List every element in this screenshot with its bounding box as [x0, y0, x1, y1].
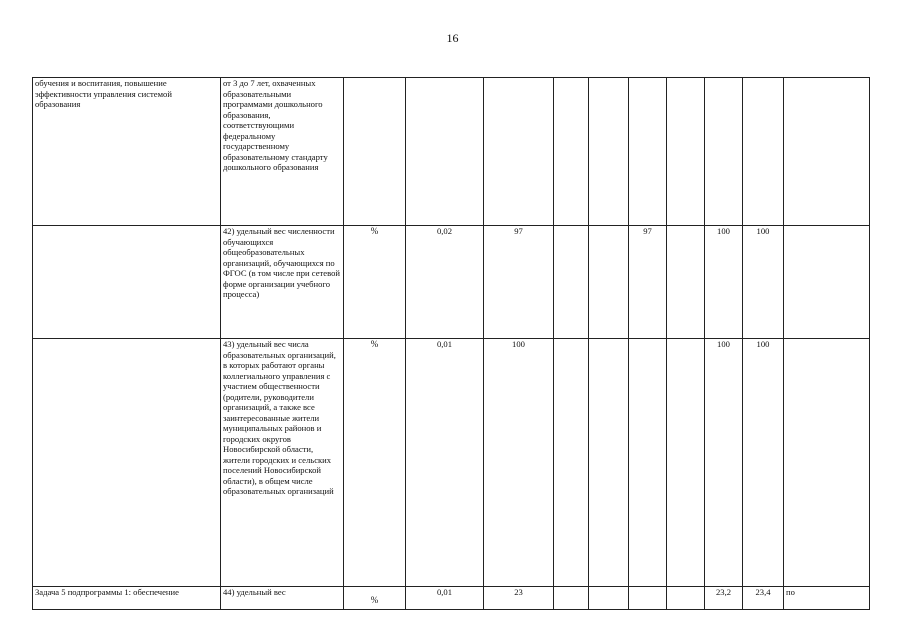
value-cell — [705, 78, 743, 226]
value-cell: 97 — [629, 226, 667, 339]
table-row — [33, 226, 870, 339]
unit-cell: % — [344, 587, 406, 610]
weight-cell — [406, 78, 484, 226]
page-number: 16 — [446, 31, 459, 45]
value-cell — [629, 339, 667, 587]
value-cell — [629, 78, 667, 226]
note-cell — [784, 226, 870, 339]
note-cell — [784, 339, 870, 587]
value-cell — [667, 587, 705, 610]
unit-cell: % — [344, 339, 406, 587]
value-cell — [667, 226, 705, 339]
value-cell: 100 — [484, 339, 554, 587]
value-cell — [554, 587, 589, 610]
weight-cell: 0,02 — [406, 226, 484, 339]
value-cell — [743, 78, 784, 226]
value-cell — [554, 78, 589, 226]
goal-cell: обучения и воспитания, повышение эффективности управления системой образования — [33, 78, 221, 226]
value-cell — [589, 339, 629, 587]
value-cell: 100 — [705, 339, 743, 587]
unit-cell — [344, 78, 406, 226]
value-cell — [589, 78, 629, 226]
goal-cell — [33, 226, 221, 339]
value-cell: 100 — [705, 226, 743, 339]
value-cell — [554, 226, 589, 339]
value-cell: 23,2 — [705, 587, 743, 610]
table-row — [33, 78, 870, 226]
weight-cell: 0,01 — [406, 339, 484, 587]
indicator-cell: от 3 до 7 лет, охваченных образовательными программами дошкольного образования, соответствующими федеральному государственному образовательному стандарту дошкольного образования — [221, 78, 344, 226]
table-row — [33, 339, 870, 587]
indicator-cell: 42) удельный вес численности обучающихся общеобразовательных организаций, обучающихся по ФГОС (в том числе при сетевой форме организации учебного процесса) — [221, 226, 344, 339]
value-cell — [667, 339, 705, 587]
value-cell — [484, 78, 554, 226]
value-cell: 23,4 — [743, 587, 784, 610]
indicators-table — [32, 77, 870, 610]
note-cell — [784, 78, 870, 226]
note-cell: по — [784, 587, 870, 610]
table-row — [33, 587, 870, 610]
value-cell — [589, 226, 629, 339]
value-cell: 100 — [743, 226, 784, 339]
value-cell — [667, 78, 705, 226]
weight-cell: 0,01 — [406, 587, 484, 610]
indicator-cell: 44) удельный вес — [221, 587, 344, 610]
value-cell: 23 — [484, 587, 554, 610]
value-cell — [589, 587, 629, 610]
value-cell: 100 — [743, 339, 784, 587]
value-cell — [554, 339, 589, 587]
goal-cell: Задача 5 подпрограммы 1: обеспечение — [33, 587, 221, 610]
goal-cell — [33, 339, 221, 587]
unit-cell: % — [344, 226, 406, 339]
value-cell: 97 — [484, 226, 554, 339]
value-cell — [629, 587, 667, 610]
indicator-cell: 43) удельный вес числа образовательных организаций, в которых работают органы коллегиального управления с участием общественности (родители, руководители организаций, а также все заинтересованные жители муниципальных районов и городских округов Новосибирской области, жители городских и сельских поселений Новосибирской области), в общем числе образовательных организаций — [221, 339, 344, 587]
